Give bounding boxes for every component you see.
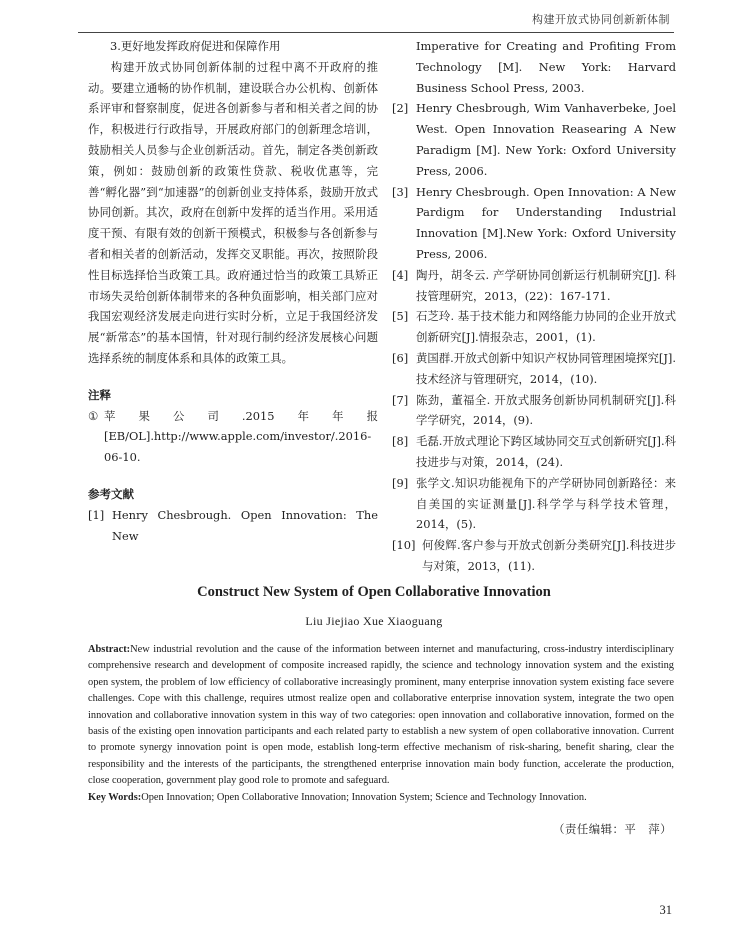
reference-number: [4] [392,267,409,282]
abstract-label: Abstract: [88,644,131,655]
reference-text: Henry Chesbrough, Wim Vanhaverbeke, Joel West. Open Innovation Reasearing A New Paradigm [M]. New York: Oxford University Press, 2006. [416,101,676,178]
abstract-paragraph [88,642,674,790]
reference-number: [3] [392,184,409,199]
reference-number: [8] [392,434,409,449]
reference-number: [7] [392,392,409,407]
reference-item [392,98,676,181]
header-rule [78,32,674,33]
reference-number: [5] [392,309,409,324]
note-item [88,406,378,468]
reference-number: [2] [392,101,409,116]
reference-indent [392,36,416,98]
references-title: 参考文献 [88,486,134,501]
reference-number: [1] [88,507,105,522]
reference-item [392,348,676,390]
reference-list [392,98,676,576]
reference-number: [9] [392,475,409,490]
reference-text: 黄国群.开放式创新中知识产权协同管理困境探究[J]. 技术经济与管理研究，2014，(10). [416,350,676,386]
reference-text: 陈劲，董福全. 开放式服务创新协同机制研究[J].科学学研究，2014，(9). [416,392,676,428]
keywords-label: Key Words: [88,791,142,803]
reference-text: Henry Chesbrough. Open Innovation: A New Pardigm for Understanding Industrial Innovation [M].New York: Oxford University Press, 2006. [416,184,676,261]
note-text: 苹果公司.2015年年报[EB/OL].http://www.apple.com/investor/.2016-06-10. [104,408,378,465]
english-title: Construct New System of Open Collaborative Innovation [197,584,551,600]
right-column [392,36,676,577]
abstract-text: New industrial revolution and the cause of the information between internet and manufacturing, cross-industry interdisciplinary comprehensive research and development of composite increased rapidly, the science and technology innovation system and the existing open system, the problem of low efficiency of collaborative increasingly prominent, many enterprise innovation system existing face severe challenges. Cope with this challenge, requires utmost realize open and collaborative enterprise innovation system, integrate the two open innovation and collaborative innovation system in this way of two categories: open innovation and collaborative innovation, formed on the basis of the existing open innovation participants and each related party to establish a new system of open collaborative innovation. Current to promote synergy innovation point is open mode, establish long-term effective mechanism of risk-sharing, benefit sharing, clear the responsibility and the interests of the participants, the strengthened enterprise innovation main body function, accelerate the production, close cooperation, government play good role to promote and safeguard. [88,644,674,787]
reference-item [392,431,676,473]
keywords-paragraph [88,790,674,806]
reference-item [392,473,676,535]
reference-text: 陶丹，胡冬云. 产学研协同创新运行机制研究[J]. 科技管理研究，2013，(22)：167-171. [416,267,676,303]
page-number: 31 [659,903,672,917]
left-column [88,36,378,546]
reference-number: [6] [392,350,409,365]
reference-text: 毛磊.开放式理论下跨区域协同交互式创新研究[J].科技进步与对策，2014，(24). [416,434,676,469]
reference-continuation [392,36,676,98]
reference-item [392,535,676,577]
running-title: 构建开放式协同创新新体制 [532,13,670,26]
reference-number: [10] [392,538,416,553]
reference-item [392,265,676,307]
keywords-text: Open Innovation; Open Collaborative Innovation; Innovation System; Science and Technology Innovation. [141,791,587,803]
reference-item [392,390,676,432]
reference-item [88,505,378,547]
reference-text: 张学文.知识功能视角下的产学研协同创新路径：来自美国的实证测量[J].科学学与科学技术管理，2014，(5). [416,475,676,532]
reference-text: Imperative for Creating and Profiting From Technology [M]. New York: Harvard Business School Press, 2003. [416,39,676,95]
responsible-editor: （责任编辑：平 萍） [553,822,672,836]
reference-text: 石芝玲. 基于技术能力和网络能力协同的企业开放式创新研究[J].情报杂志，2001，(1). [416,309,676,345]
notes-title: 注释 [88,387,111,402]
section-subheading: 3.更好地发挥政府促进和保障作用 [110,39,281,53]
body-paragraph: 构建开放式协同创新体制的过程中离不开政府的推动。要建立通畅的协作机制，建设联合办公机构、创新体系评审和督察制度，促进各创新参与者和相关者之间的协作，积极进行行政指导，开展政府部门的创新理念培训，鼓励相关人员参与企业创新活动。首先，制定各类创新政策，例如：鼓励创新的政策性贷款、税收优惠等，完善“孵化器”到“加速器”的创新创业支持体系，鼓励开放式协同创新。其次，政府在创新中发挥的适当作用。采用适度干预、有限有效的创新干预模式，积极参与各创新参与者和相关者的创新活动，发挥交叉职能。再次，按照阶段性目标选择恰当政策工具。政府通过恰当的政策工具矫正市场失灵给创新体制带来的各种负面影响，相关部门应对我国宏观经济发展走向进行实时分析，立足于我国经济发展“新常态”的基本国情，针对现行制约经济发展核心问题选择系统的制度体系和具体的政策工具。 [88,59,378,365]
note-mark: ① [88,408,99,423]
reference-text: 何俊辉.客户参与开放式创新分类研究[J].科技进步与对策，2013，(11). [422,538,676,573]
reference-text: Henry Chesbrough. Open Innovation: The New [112,507,378,543]
english-abstract [88,642,674,806]
english-authors: Liu Jiejiao Xue Xiaoguang [305,614,443,628]
reference-item [392,306,676,348]
reference-item [392,182,676,265]
